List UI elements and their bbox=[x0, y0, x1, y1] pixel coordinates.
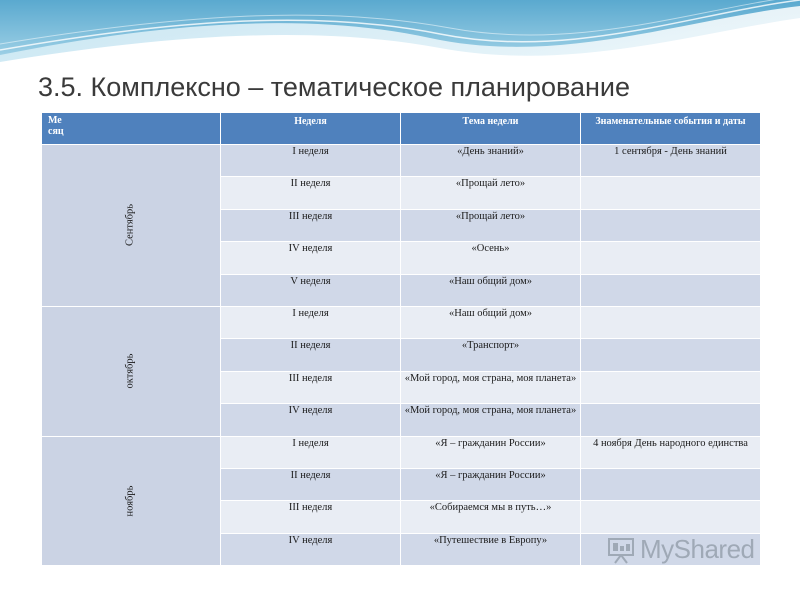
week-cell: II неделя bbox=[221, 468, 401, 500]
event-cell bbox=[581, 468, 761, 500]
theme-cell: «День знаний» bbox=[401, 145, 581, 177]
event-cell bbox=[581, 177, 761, 209]
event-cell bbox=[581, 371, 761, 403]
theme-cell: «Прощай лето» bbox=[401, 177, 581, 209]
event-cell bbox=[581, 404, 761, 436]
week-cell: I неделя bbox=[221, 306, 401, 338]
event-cell bbox=[581, 242, 761, 274]
theme-cell: «Прощай лето» bbox=[401, 209, 581, 241]
header-month-part2: сяц bbox=[48, 126, 64, 137]
presentation-board-icon bbox=[606, 535, 636, 565]
header-month-part1: Ме bbox=[48, 115, 62, 126]
theme-cell: «Собираемся мы в путь…» bbox=[401, 501, 581, 533]
event-cell bbox=[581, 501, 761, 533]
week-cell: I неделя bbox=[221, 436, 401, 468]
theme-cell: «Транспорт» bbox=[401, 339, 581, 371]
week-cell: III неделя bbox=[221, 209, 401, 241]
week-cell: IV неделя bbox=[221, 533, 401, 565]
week-cell: II неделя bbox=[221, 177, 401, 209]
event-cell bbox=[581, 339, 761, 371]
theme-cell: «Наш общий дом» bbox=[401, 306, 581, 338]
thematic-plan-table bbox=[41, 112, 761, 566]
month-cell bbox=[42, 436, 221, 566]
week-cell: III неделя bbox=[221, 501, 401, 533]
theme-cell: «Путешествие в Европу» bbox=[401, 533, 581, 565]
month-name: октябрь bbox=[124, 353, 136, 389]
event-cell bbox=[581, 209, 761, 241]
myshared-watermark bbox=[606, 534, 755, 565]
header-month bbox=[42, 113, 221, 145]
month-name: ноябрь bbox=[124, 485, 136, 517]
week-cell: II неделя bbox=[221, 339, 401, 371]
month-cell bbox=[42, 145, 221, 307]
month-cell bbox=[42, 306, 221, 436]
watermark-text: MyShared bbox=[640, 534, 755, 564]
header-theme: Тема недели bbox=[401, 113, 581, 145]
table-header-row bbox=[42, 113, 761, 145]
slide-title: 3.5. Комплексно – тематическое планирование bbox=[38, 72, 631, 102]
theme-cell: «Я – гражданин России» bbox=[401, 468, 581, 500]
event-cell: 4 ноября День народного единства bbox=[581, 436, 761, 468]
week-cell: IV неделя bbox=[221, 242, 401, 274]
header-week: Неделя bbox=[221, 113, 401, 145]
theme-cell: «Осень» bbox=[401, 242, 581, 274]
week-cell: I неделя bbox=[221, 145, 401, 177]
theme-cell: «Я – гражданин России» bbox=[401, 436, 581, 468]
week-cell: V неделя bbox=[221, 274, 401, 306]
theme-cell: «Наш общий дом» bbox=[401, 274, 581, 306]
event-cell bbox=[581, 274, 761, 306]
week-cell: III неделя bbox=[221, 371, 401, 403]
event-cell: 1 сентября - День знаний bbox=[581, 145, 761, 177]
week-cell: IV неделя bbox=[221, 404, 401, 436]
theme-cell: «Мой город, моя страна, моя планета» bbox=[401, 371, 581, 403]
theme-cell: «Мой город, моя страна, моя планета» bbox=[401, 404, 581, 436]
table-row bbox=[42, 436, 761, 468]
header-events: Знаменательные события и даты bbox=[581, 113, 761, 145]
table-row bbox=[42, 145, 761, 177]
event-cell bbox=[581, 306, 761, 338]
month-name: Сентябрь bbox=[124, 204, 136, 247]
header-wave-decoration bbox=[0, 0, 800, 80]
table-row bbox=[42, 306, 761, 338]
